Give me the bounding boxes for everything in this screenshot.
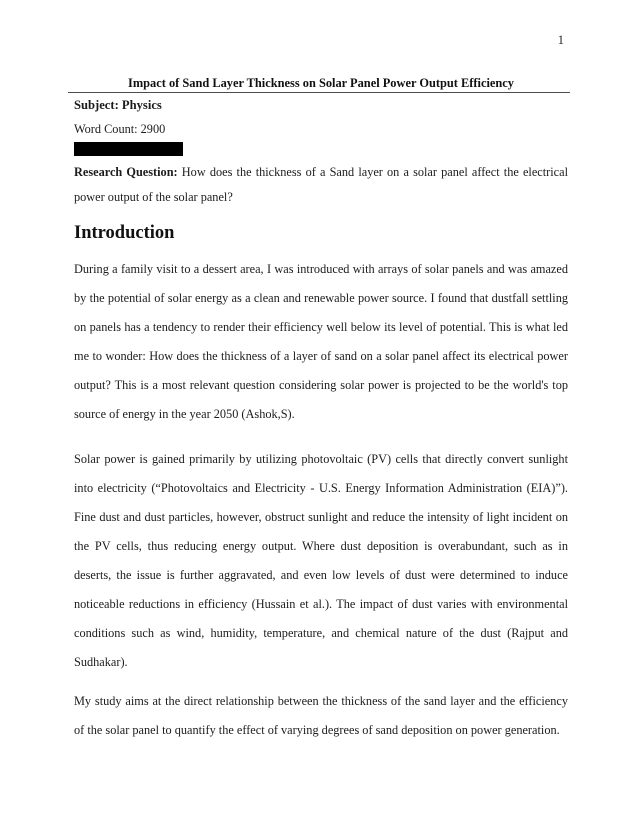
page-number: 1 <box>557 33 564 47</box>
document-title: Impact of Sand Layer Thickness on Solar Panel Power Output Efficiency <box>128 76 514 90</box>
introduction-paragraph-2: Solar power is gained primarily by utilizing photovoltaic (PV) cells that directly convert sunlight into electricity (“Photovoltaics and Electricity - U.S. Energy Information Administration (EIA)”). Fine dust and dust particles, however, obstruct sunlight and reduce the intensity of light incident on the PV cells, thus reducing energy output. Where dust deposition is overabundant, such as in deserts, the issue is further aggravated, and even low levels of dust were determined to induce noticeable reductions in efficiency (Hussain et al.). The impact of dust varies with environmental conditions such as wind, humidity, temperature, and chemical nature of the dust (Rajput and Sudhakar). <box>74 452 568 669</box>
research-question-text: How does the thickness of a Sand layer on a solar panel affect the electrical power output of the solar panel? <box>74 165 568 204</box>
title-divider <box>68 92 570 93</box>
introduction-paragraph-1: During a family visit to a dessert area, I was introduced with arrays of solar panels and was amazed by the potential of solar energy as a clean and renewable power source. I found that dustfall settling on panels has a tendency to render their efficiency well below its level of potential. This is what led me to wonder: How does the thickness of a layer of sand on a solar panel affect its electrical power output? This is a most relevant question considering solar power is projected to be the world's top source of energy in the year 2050 (Ashok,S). <box>74 262 568 421</box>
introduction-paragraph-3: My study aims at the direct relationship between the thickness of the sand layer and the efficiency of the solar panel to quantify the effect of varying degrees of sand deposition on power generation. <box>74 694 568 737</box>
introduction-heading: Introduction <box>74 223 175 243</box>
research-question-label: Research Question: <box>74 165 178 179</box>
word-count-line: Word Count: 2900 <box>74 122 166 136</box>
redacted-author-bar <box>74 142 183 156</box>
subject-line: Subject: Physics <box>74 98 162 112</box>
research-question <box>74 160 568 210</box>
page-content <box>74 0 568 745</box>
